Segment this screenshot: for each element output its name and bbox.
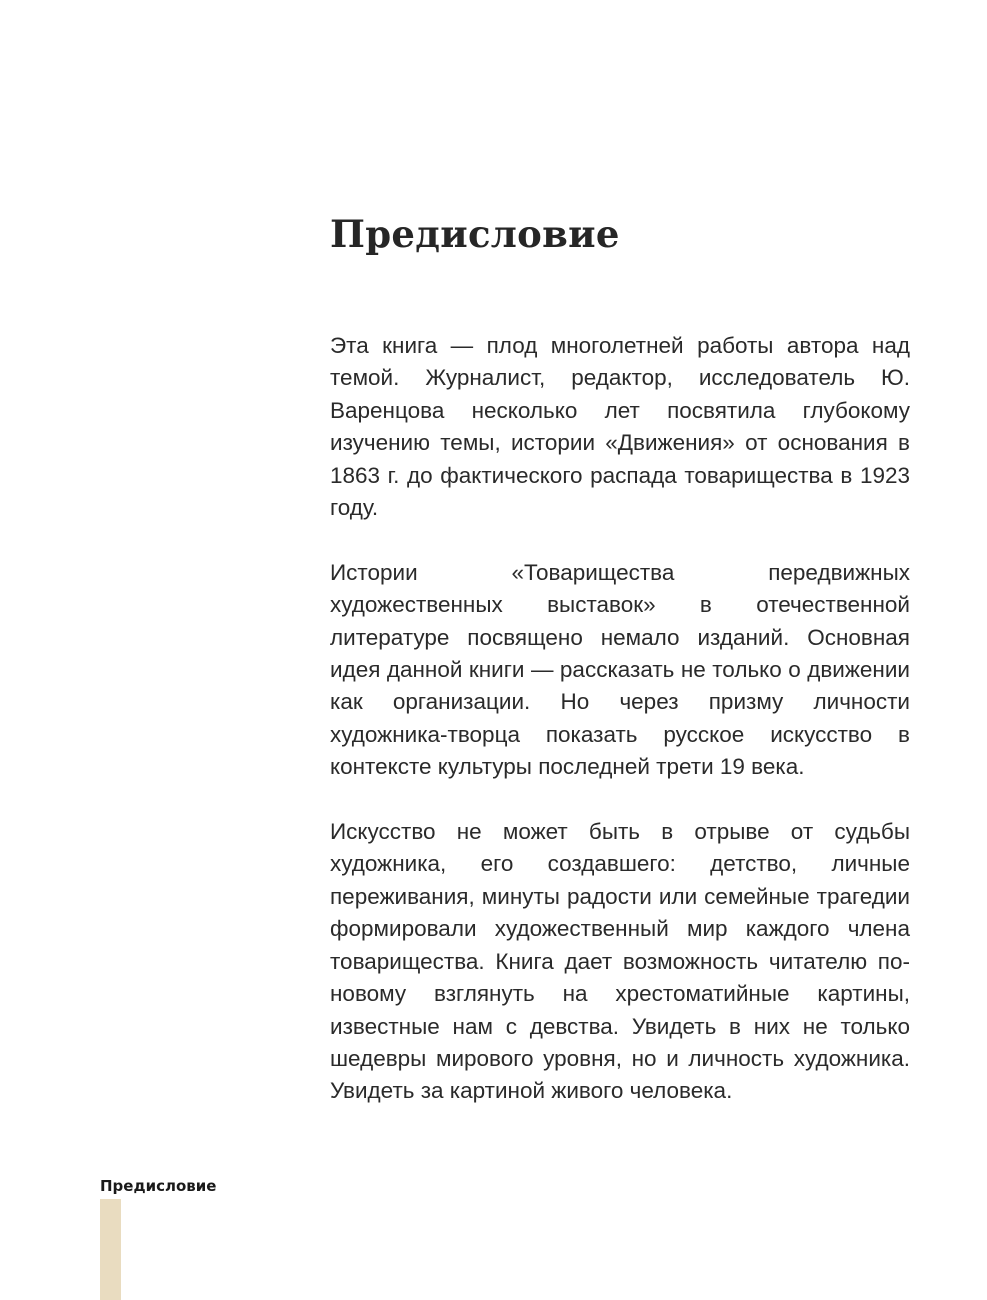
paragraph-2: Истории «Товарищества передвижных художественных выставок» в отечественной литературе посвящено немало изданий. Основная идея данной книги — рассказать не только о движении как организации. Но через призму личности художника-творца показать русское искусство в контексте культуры последней трети 19 века. bbox=[330, 559, 910, 780]
page-title: Предисловие bbox=[330, 212, 620, 256]
paragraph-1: Эта книга — плод многолетней работы автора над темой. Журналист, редактор, исследователь Ю. Варенцова несколько лет посвятила глубокому изучению темы, истории «Движения» от основания в 1863 г. до фактического распада товарищества в 1923 году. bbox=[330, 333, 910, 521]
section-tab-marker bbox=[100, 1199, 121, 1300]
preface-text bbox=[330, 330, 910, 1140]
running-head: Предисловие bbox=[100, 1177, 217, 1195]
paragraph-3: Искусство не может быть в отрыве от судьбы художника, его создавшего: детство, личные переживания, минуты радости или семейные трагедии формировали художественный мир каждого члена товарищества. Книга дает возможность читателю по-новому взглянуть на хрестоматийные картины, известные нам с девства. Увидеть в них не только шедевры мирового уровня, но и личность художника. Увидеть за картиной живого человека. bbox=[330, 819, 910, 1104]
